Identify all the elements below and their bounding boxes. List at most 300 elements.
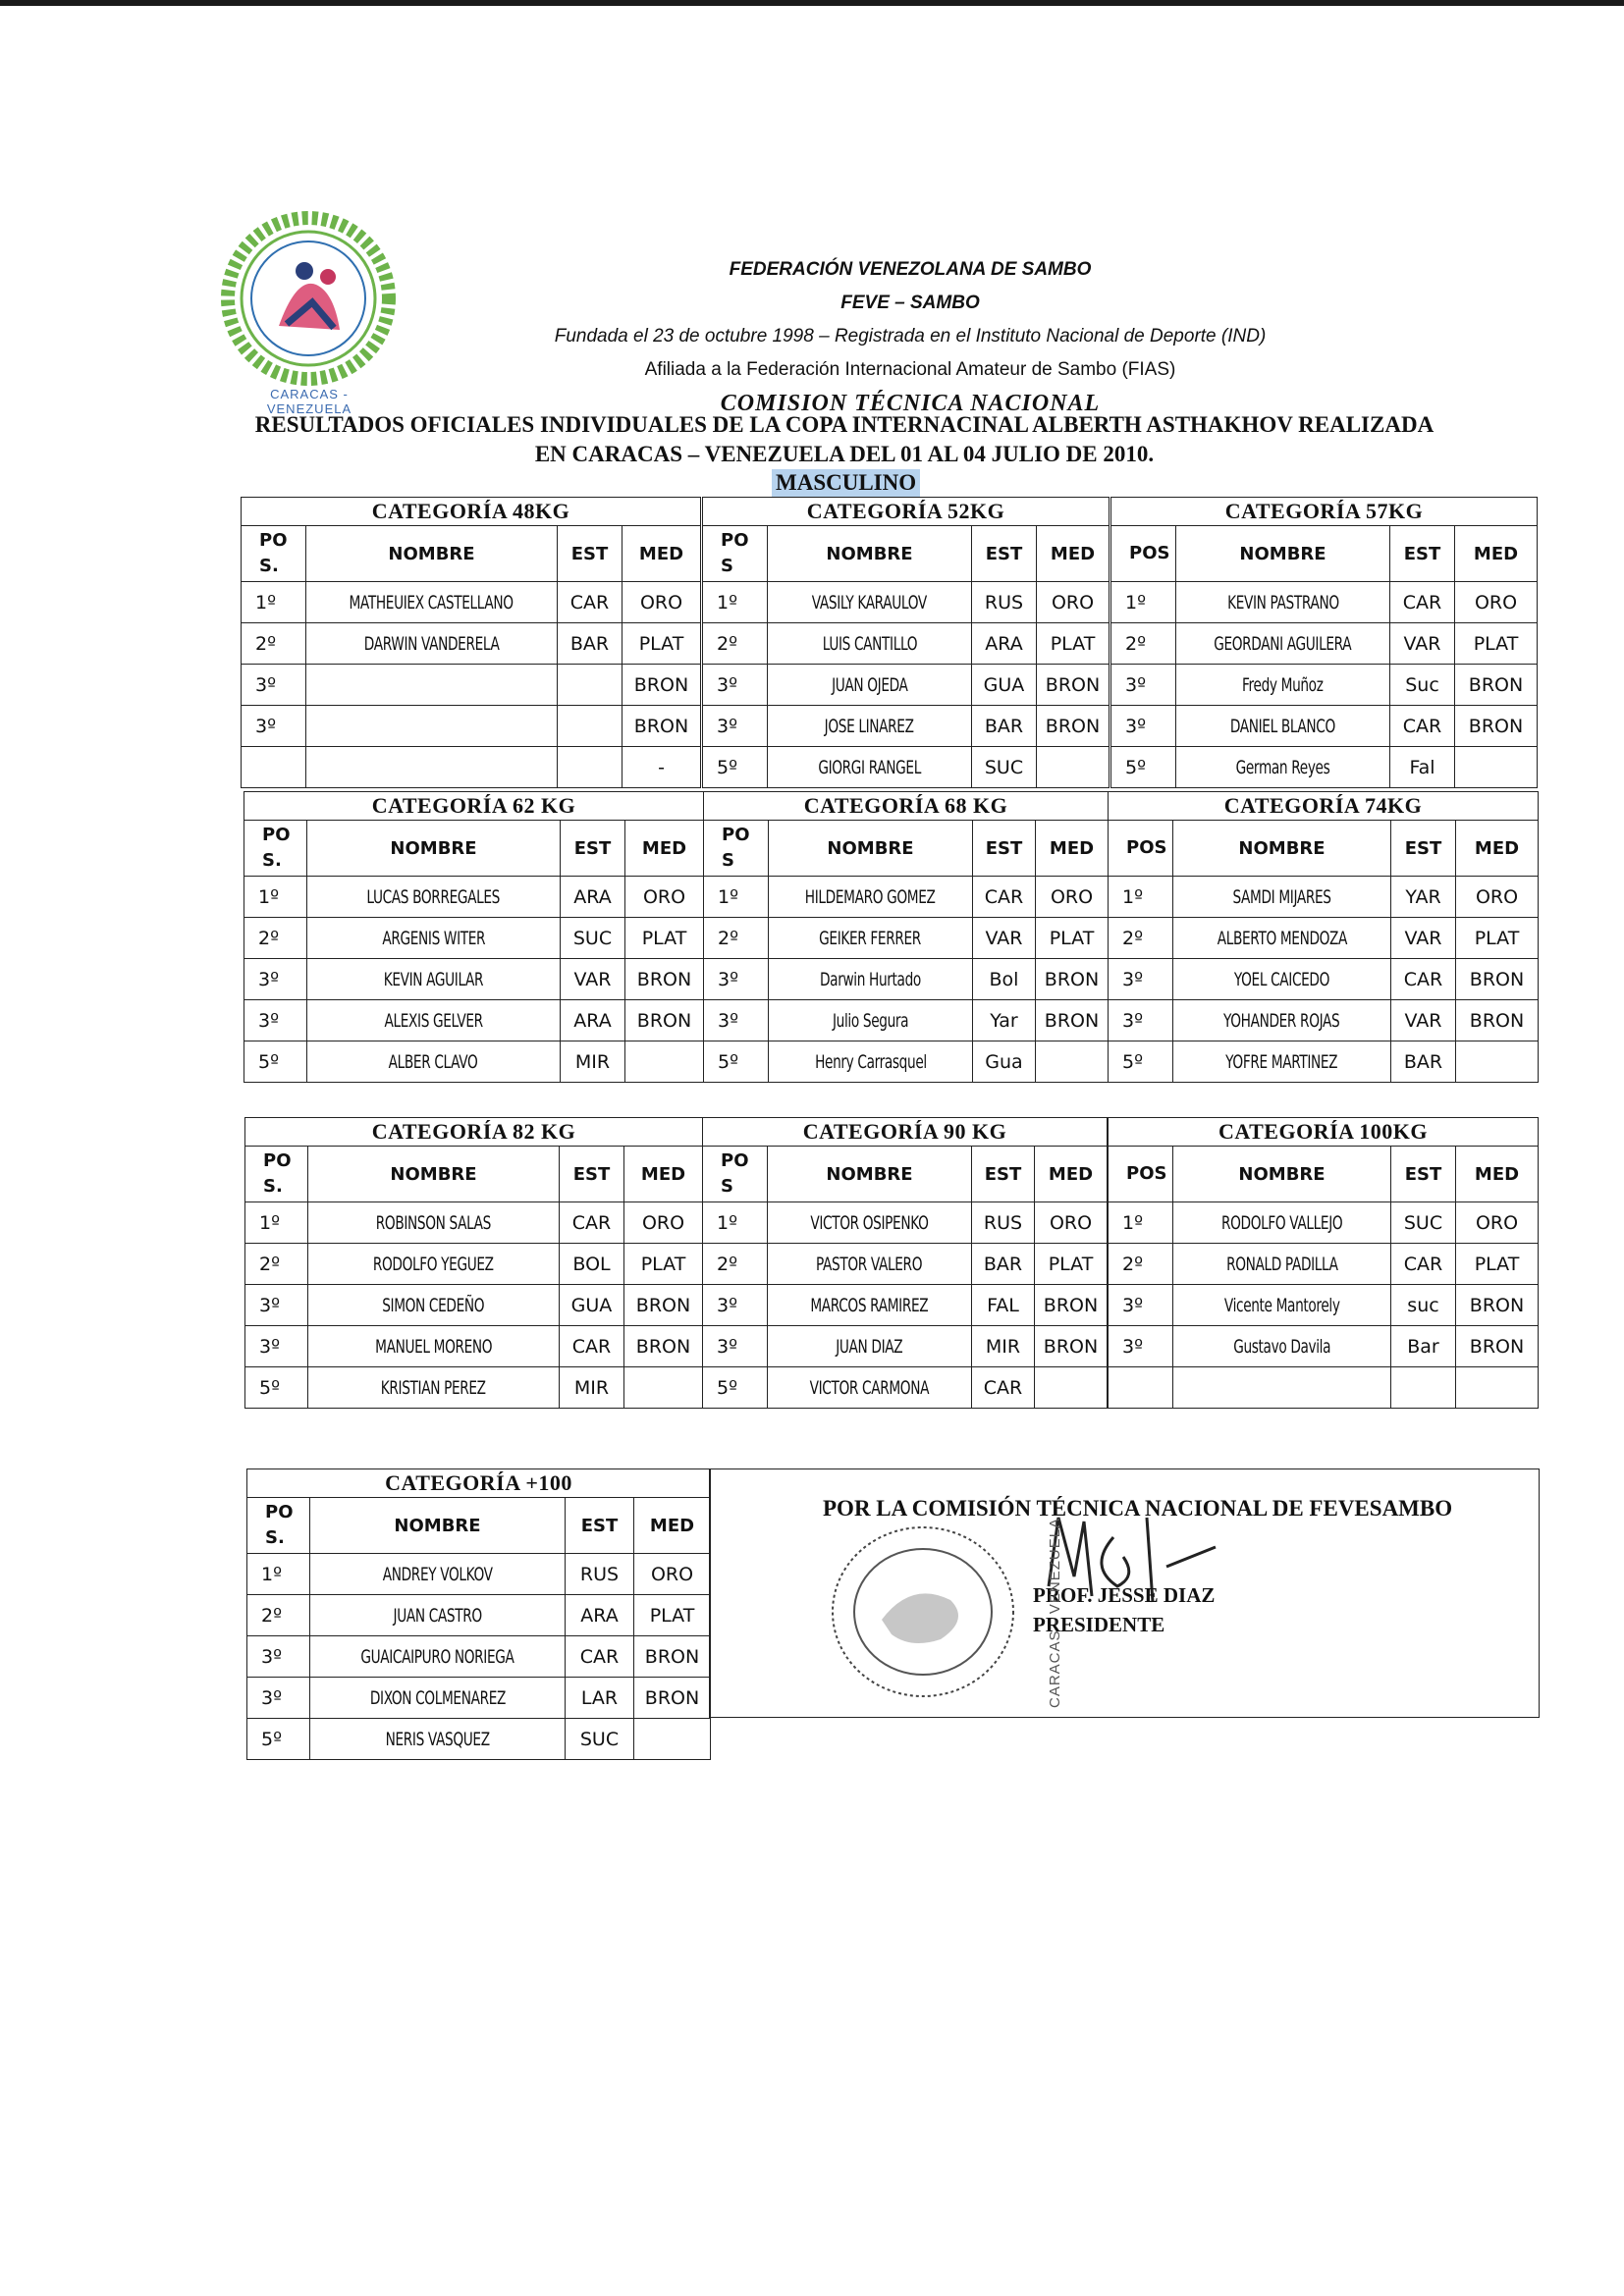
row-state: Gua (973, 1041, 1036, 1083)
row-name: Vicente Mantorely (1223, 1294, 1340, 1316)
row-name: VICTOR OSIPENKO (810, 1211, 929, 1234)
row-position: 5º (703, 747, 768, 788)
row-position: 2º (1109, 918, 1173, 959)
row-name: Darwin Hurtado (820, 968, 921, 990)
row-medal: BRON (634, 1636, 711, 1678)
category-title: CATEGORÍA 82 KG (245, 1118, 703, 1147)
row-name: ALBER CLAVO (389, 1050, 478, 1073)
row-medal: ORO (623, 582, 701, 623)
row-name: SAMDI MIJARES (1232, 885, 1331, 908)
table-row (703, 582, 1110, 623)
row-state: ARA (561, 1000, 625, 1041)
est-header: EST (560, 1147, 624, 1202)
row-name-cell (306, 747, 558, 788)
table-row (1111, 665, 1538, 706)
row-position: 3º (242, 665, 306, 706)
row-name-cell (1176, 747, 1390, 788)
row-position: 1º (242, 582, 306, 623)
table-row (704, 877, 1109, 918)
row-name: LUCAS BORREGALES (366, 885, 501, 908)
name-header: NOMBRE (1176, 526, 1390, 582)
category-title-row (1111, 498, 1538, 526)
category-title: CATEGORÍA 57KG (1111, 498, 1538, 526)
row-medal: BRON (1035, 1326, 1108, 1367)
row-position: 1º (1109, 877, 1173, 918)
row-name: DIXON COLMENAREZ (369, 1686, 506, 1709)
row-position: 3º (245, 1326, 308, 1367)
federation-name: FEDERACIÓN VENEZOLANA DE SAMBO (729, 259, 1092, 280)
row-name: JUAN OJEDA (831, 673, 908, 696)
row-name: GEIKER FERRER (819, 927, 922, 949)
row-state: MIR (560, 1367, 624, 1409)
row-name: RODOLFO VALLEJO (1220, 1211, 1343, 1234)
med-header: MED (1036, 821, 1109, 877)
row-position: 3º (244, 959, 307, 1000)
row-name-cell (1176, 706, 1390, 747)
row-state: VAR (561, 959, 625, 1000)
table-row (703, 747, 1110, 788)
row-medal: PLAT (634, 1595, 711, 1636)
row-medal (624, 1367, 703, 1409)
category-title: CATEGORÍA +100 (247, 1469, 711, 1498)
row-name-cell (769, 877, 973, 918)
row-medal: ORO (1036, 877, 1109, 918)
row-medal: PLAT (1456, 918, 1539, 959)
row-name: ALEXIS GELVER (384, 1009, 483, 1032)
column-header-row (1111, 526, 1538, 582)
row-name: KEVIN PASTRANO (1226, 591, 1339, 614)
row-position: 1º (703, 1202, 768, 1244)
table-row (1109, 1326, 1539, 1367)
table-row (1109, 1202, 1539, 1244)
row-medal: BRON (634, 1678, 711, 1719)
row-medal: BRON (1035, 1285, 1108, 1326)
table-row (704, 959, 1109, 1000)
logo-caption: CARACAS - VENEZUELA (266, 387, 352, 416)
row-name: YOFRE MARTINEZ (1225, 1050, 1338, 1073)
row-position: 3º (247, 1678, 310, 1719)
column-header-row (1109, 821, 1539, 877)
category-table (702, 497, 1110, 788)
row-medal: BRON (1036, 959, 1109, 1000)
table-row (247, 1595, 711, 1636)
column-header-row (703, 1147, 1108, 1202)
row-name-cell (1173, 1000, 1391, 1041)
row-name: YOEL CAICEDO (1233, 968, 1330, 990)
table-row (703, 1367, 1108, 1409)
row-name-cell (1173, 1326, 1391, 1367)
row-state: ARA (561, 877, 625, 918)
column-header-row (242, 526, 701, 582)
table-row (247, 1719, 711, 1760)
row-position: 5º (245, 1367, 308, 1409)
row-name: GIORGI RANGEL (818, 756, 921, 778)
scan-top-edge (0, 0, 1624, 6)
table-row (244, 1000, 704, 1041)
med-header: MED (1035, 1147, 1108, 1202)
row-medal: BRON (625, 959, 704, 1000)
row-medal: PLAT (625, 918, 704, 959)
row-state: SUC (566, 1719, 634, 1760)
row-name: YOHANDER ROJAS (1223, 1009, 1340, 1032)
est-header: EST (1390, 526, 1455, 582)
table-row (245, 1244, 703, 1285)
name-header: NOMBRE (1173, 1147, 1391, 1202)
row-name: JUAN DIAZ (836, 1335, 903, 1358)
row-position: 2º (245, 1244, 308, 1285)
category-title: CATEGORÍA 100KG (1109, 1118, 1539, 1147)
federation-abbr: FEVE – SAMBO (840, 293, 980, 313)
row-name-cell (768, 706, 972, 747)
column-header-row (703, 526, 1110, 582)
row-name-cell (1173, 1041, 1391, 1083)
row-medal: PLAT (623, 623, 701, 665)
row-name-cell (768, 623, 972, 665)
row-name-cell (308, 1202, 560, 1244)
table-row (1109, 959, 1539, 1000)
row-name-cell (768, 665, 972, 706)
pos-header: PO S (703, 1147, 768, 1202)
row-name: ANDREY VOLKOV (382, 1563, 493, 1585)
row-name-cell (308, 1285, 560, 1326)
row-state (1391, 1367, 1456, 1409)
row-name-cell (307, 1000, 561, 1041)
pos-header: PO S. (244, 821, 307, 877)
row-position (242, 747, 306, 788)
category-title: CATEGORÍA 62 KG (244, 792, 704, 821)
row-position: 3º (1109, 1000, 1173, 1041)
row-name-cell (306, 665, 558, 706)
row-medal: ORO (1455, 582, 1538, 623)
med-header: MED (1037, 526, 1110, 582)
category-title-row (245, 1118, 703, 1147)
row-state: Bol (973, 959, 1036, 1000)
table-row (247, 1678, 711, 1719)
row-name: KRISTIAN PEREZ (381, 1376, 486, 1399)
row-medal: ORO (1456, 877, 1539, 918)
row-state: BAR (1391, 1041, 1456, 1083)
row-name-cell (1173, 1285, 1391, 1326)
est-header: EST (972, 1147, 1035, 1202)
row-position: 3º (703, 665, 768, 706)
row-name-cell (308, 1244, 560, 1285)
pos-header: PO S. (245, 1147, 308, 1202)
category-title: CATEGORÍA 48KG (242, 498, 701, 526)
table-row (245, 1202, 703, 1244)
row-name-cell (310, 1678, 566, 1719)
row-name-cell (1173, 1367, 1391, 1409)
row-state: GUA (972, 665, 1037, 706)
row-state: Yar (973, 1000, 1036, 1041)
row-position: 2º (247, 1595, 310, 1636)
row-medal (1456, 1367, 1539, 1409)
row-name-cell (769, 959, 973, 1000)
category-table (244, 791, 704, 1083)
row-position: 1º (247, 1554, 310, 1595)
row-state: YAR (1391, 877, 1456, 918)
category-table (241, 497, 701, 788)
row-position: 5º (704, 1041, 769, 1083)
row-position: 5º (247, 1719, 310, 1760)
row-name-cell (306, 582, 558, 623)
section-label: MASCULINO (772, 469, 920, 497)
category-title-row (1109, 1118, 1539, 1147)
row-name: JOSE LINAREZ (825, 715, 914, 737)
row-name-cell (769, 918, 973, 959)
category-title: CATEGORÍA 68 KG (704, 792, 1109, 821)
table-row (247, 1554, 711, 1595)
row-state: CAR (1391, 959, 1456, 1000)
pos-header: POS (1111, 526, 1176, 582)
med-header: MED (624, 1147, 703, 1202)
row-medal: BRON (1037, 706, 1110, 747)
row-medal (634, 1719, 711, 1760)
table-row (703, 706, 1110, 747)
est-header: EST (558, 526, 623, 582)
row-name: NERIS VASQUEZ (385, 1728, 490, 1750)
row-medal: ORO (1035, 1202, 1108, 1244)
row-state: VAR (1391, 918, 1456, 959)
row-name: MANUEL MORENO (374, 1335, 493, 1358)
table-row (242, 706, 701, 747)
row-name-cell (768, 1285, 972, 1326)
table-row (703, 1285, 1108, 1326)
row-name: RONALD PADILLA (1225, 1253, 1338, 1275)
row-position: 3º (704, 959, 769, 1000)
row-position (1109, 1367, 1173, 1409)
table-row (703, 665, 1110, 706)
row-name: Gustavo Davila (1233, 1335, 1330, 1358)
row-position: 3º (1111, 665, 1176, 706)
row-position: 3º (703, 706, 768, 747)
row-name-cell (1173, 1202, 1391, 1244)
category-title-row (703, 1118, 1108, 1147)
row-position: 5º (244, 1041, 307, 1083)
row-medal: BRON (624, 1326, 703, 1367)
name-header: NOMBRE (769, 821, 973, 877)
pos-header: POS (1109, 821, 1173, 877)
row-state: CAR (1390, 582, 1455, 623)
row-position: 2º (1109, 1244, 1173, 1285)
row-state: VAR (1391, 1000, 1456, 1041)
row-name: ROBINSON SALAS (375, 1211, 492, 1234)
row-position: 2º (703, 623, 768, 665)
row-name-cell (768, 582, 972, 623)
row-name-cell (768, 1202, 972, 1244)
row-state: CAR (566, 1636, 634, 1678)
row-name-cell (1176, 665, 1390, 706)
title-line-2: EN CARACAS – VENEZUELA DEL 01 AL 04 JULIO DE 2010. (534, 442, 1155, 466)
row-medal: PLAT (1456, 1244, 1539, 1285)
row-medal: PLAT (1455, 623, 1538, 665)
signatory-name: PROF. JESSE DIAZ (1033, 1583, 1216, 1607)
document-title (196, 410, 1492, 469)
row-medal: ORO (634, 1554, 711, 1595)
table-row (1109, 1244, 1539, 1285)
row-state (558, 665, 623, 706)
category-table (702, 1117, 1108, 1409)
category-title-row (247, 1469, 711, 1498)
pos-header: PO S (703, 526, 768, 582)
table-row (242, 665, 701, 706)
category-table (1108, 1117, 1539, 1409)
row-state: VAR (1390, 623, 1455, 665)
med-header: MED (1456, 821, 1539, 877)
column-header-row (247, 1498, 711, 1554)
row-medal (1037, 747, 1110, 788)
table-row (247, 1636, 711, 1678)
pos-header: POS (1109, 1147, 1173, 1202)
table-row (1111, 747, 1538, 788)
row-state: RUS (566, 1554, 634, 1595)
table-row (242, 623, 701, 665)
row-name: SIMON CEDEÑO (382, 1294, 485, 1316)
row-position: 3º (245, 1285, 308, 1326)
table-row (1109, 1285, 1539, 1326)
founded-line: Fundada el 23 de octubre 1998 – Registrada en el Instituto Nacional de Deporte (IND) (554, 326, 1267, 347)
row-state: MIR (972, 1326, 1035, 1367)
row-medal: PLAT (1035, 1244, 1108, 1285)
row-name-cell (310, 1719, 566, 1760)
row-state: CAR (972, 1367, 1035, 1409)
row-name: VICTOR CARMONA (809, 1376, 930, 1399)
row-name-cell (310, 1554, 566, 1595)
name-header: NOMBRE (1173, 821, 1391, 877)
row-medal: BRON (625, 1000, 704, 1041)
row-state: RUS (972, 1202, 1035, 1244)
row-name: GEORDANI AGUILERA (1214, 632, 1352, 655)
med-header: MED (625, 821, 704, 877)
row-medal (1035, 1367, 1108, 1409)
name-header: NOMBRE (768, 1147, 972, 1202)
row-position: 3º (1109, 1285, 1173, 1326)
row-name-cell (768, 1367, 972, 1409)
row-state: BAR (972, 1244, 1035, 1285)
column-header-row (1109, 1147, 1539, 1202)
row-state: Fal (1390, 747, 1455, 788)
table-row (242, 747, 701, 788)
table-row (704, 918, 1109, 959)
row-medal: PLAT (624, 1244, 703, 1285)
row-name-cell (769, 1000, 973, 1041)
table-row (244, 877, 704, 918)
row-medal: BRON (1037, 665, 1110, 706)
row-position: 2º (242, 623, 306, 665)
row-name-cell (307, 959, 561, 1000)
letterhead (245, 253, 1575, 420)
row-name-cell (1173, 918, 1391, 959)
row-medal: BRON (1456, 959, 1539, 1000)
med-header: MED (1455, 526, 1538, 582)
row-state: CAR (973, 877, 1036, 918)
commission-name: COMISION TÉCNICA NACIONAL (720, 391, 1101, 416)
category-title: CATEGORÍA 74KG (1109, 792, 1539, 821)
row-medal: PLAT (1036, 918, 1109, 959)
pos-header: PO S. (247, 1498, 310, 1554)
row-name: PASTOR VALERO (816, 1253, 923, 1275)
est-header: EST (561, 821, 625, 877)
row-name-cell (1173, 877, 1391, 918)
row-name-cell (1176, 582, 1390, 623)
category-title: CATEGORÍA 90 KG (703, 1118, 1108, 1147)
table-row (1109, 1041, 1539, 1083)
row-name: RODOLFO YEGUEZ (373, 1253, 494, 1275)
row-name: DARWIN VANDERELA (363, 632, 500, 655)
row-name: Fredy Muñoz (1242, 673, 1324, 696)
est-header: EST (1391, 1147, 1456, 1202)
category-title-row (703, 498, 1110, 526)
row-name-cell (307, 918, 561, 959)
table-row (1109, 918, 1539, 959)
row-state: SUC (561, 918, 625, 959)
row-medal (1455, 747, 1538, 788)
row-name: LUIS CANTILLO (822, 632, 917, 655)
row-state: MIR (561, 1041, 625, 1083)
table-row (244, 959, 704, 1000)
row-position: 3º (703, 1285, 768, 1326)
med-header: MED (1456, 1147, 1539, 1202)
name-header: NOMBRE (307, 821, 561, 877)
row-state: CAR (560, 1202, 624, 1244)
row-name-cell (769, 1041, 973, 1083)
row-name: DANIEL BLANCO (1229, 715, 1336, 737)
row-state: ARA (566, 1595, 634, 1636)
table-row (703, 1244, 1108, 1285)
row-name-cell (307, 1041, 561, 1083)
row-medal: ORO (1037, 582, 1110, 623)
row-medal: BRON (1455, 706, 1538, 747)
category-title-row (704, 792, 1109, 821)
column-header-row (244, 821, 704, 877)
affiliated-line: Afiliada a la Federación Internacional Amateur de Sambo (FIAS) (644, 359, 1176, 380)
row-name-cell (768, 1244, 972, 1285)
row-position: 5º (1111, 747, 1176, 788)
table-row (1111, 623, 1538, 665)
row-name-cell (310, 1595, 566, 1636)
pos-header: PO S. (242, 526, 306, 582)
row-position: 2º (1111, 623, 1176, 665)
est-header: EST (566, 1498, 634, 1554)
category-table (1108, 791, 1539, 1083)
table-row (1109, 1367, 1539, 1409)
table-row (703, 623, 1110, 665)
row-medal: BRON (1455, 665, 1538, 706)
row-medal: BRON (624, 1285, 703, 1326)
row-position: 1º (1111, 582, 1176, 623)
row-position: 1º (244, 877, 307, 918)
row-name-cell (768, 1326, 972, 1367)
row-state: BAR (972, 706, 1037, 747)
category-title-row (1109, 792, 1539, 821)
row-position: 3º (704, 1000, 769, 1041)
med-header: MED (634, 1498, 711, 1554)
row-state: BOL (560, 1244, 624, 1285)
row-state: CAR (1391, 1244, 1456, 1285)
table-row (703, 1326, 1108, 1367)
row-medal: BRON (1456, 1000, 1539, 1041)
row-name: KEVIN AGUILAR (383, 968, 484, 990)
row-state: suc (1391, 1285, 1456, 1326)
table-row (704, 1041, 1109, 1083)
category-title: CATEGORÍA 52KG (703, 498, 1110, 526)
row-position: 1º (245, 1202, 308, 1244)
row-position: 1º (704, 877, 769, 918)
row-medal: ORO (1456, 1202, 1539, 1244)
row-medal: ORO (625, 877, 704, 918)
row-medal: PLAT (1037, 623, 1110, 665)
est-header: EST (973, 821, 1036, 877)
table-row (1109, 877, 1539, 918)
